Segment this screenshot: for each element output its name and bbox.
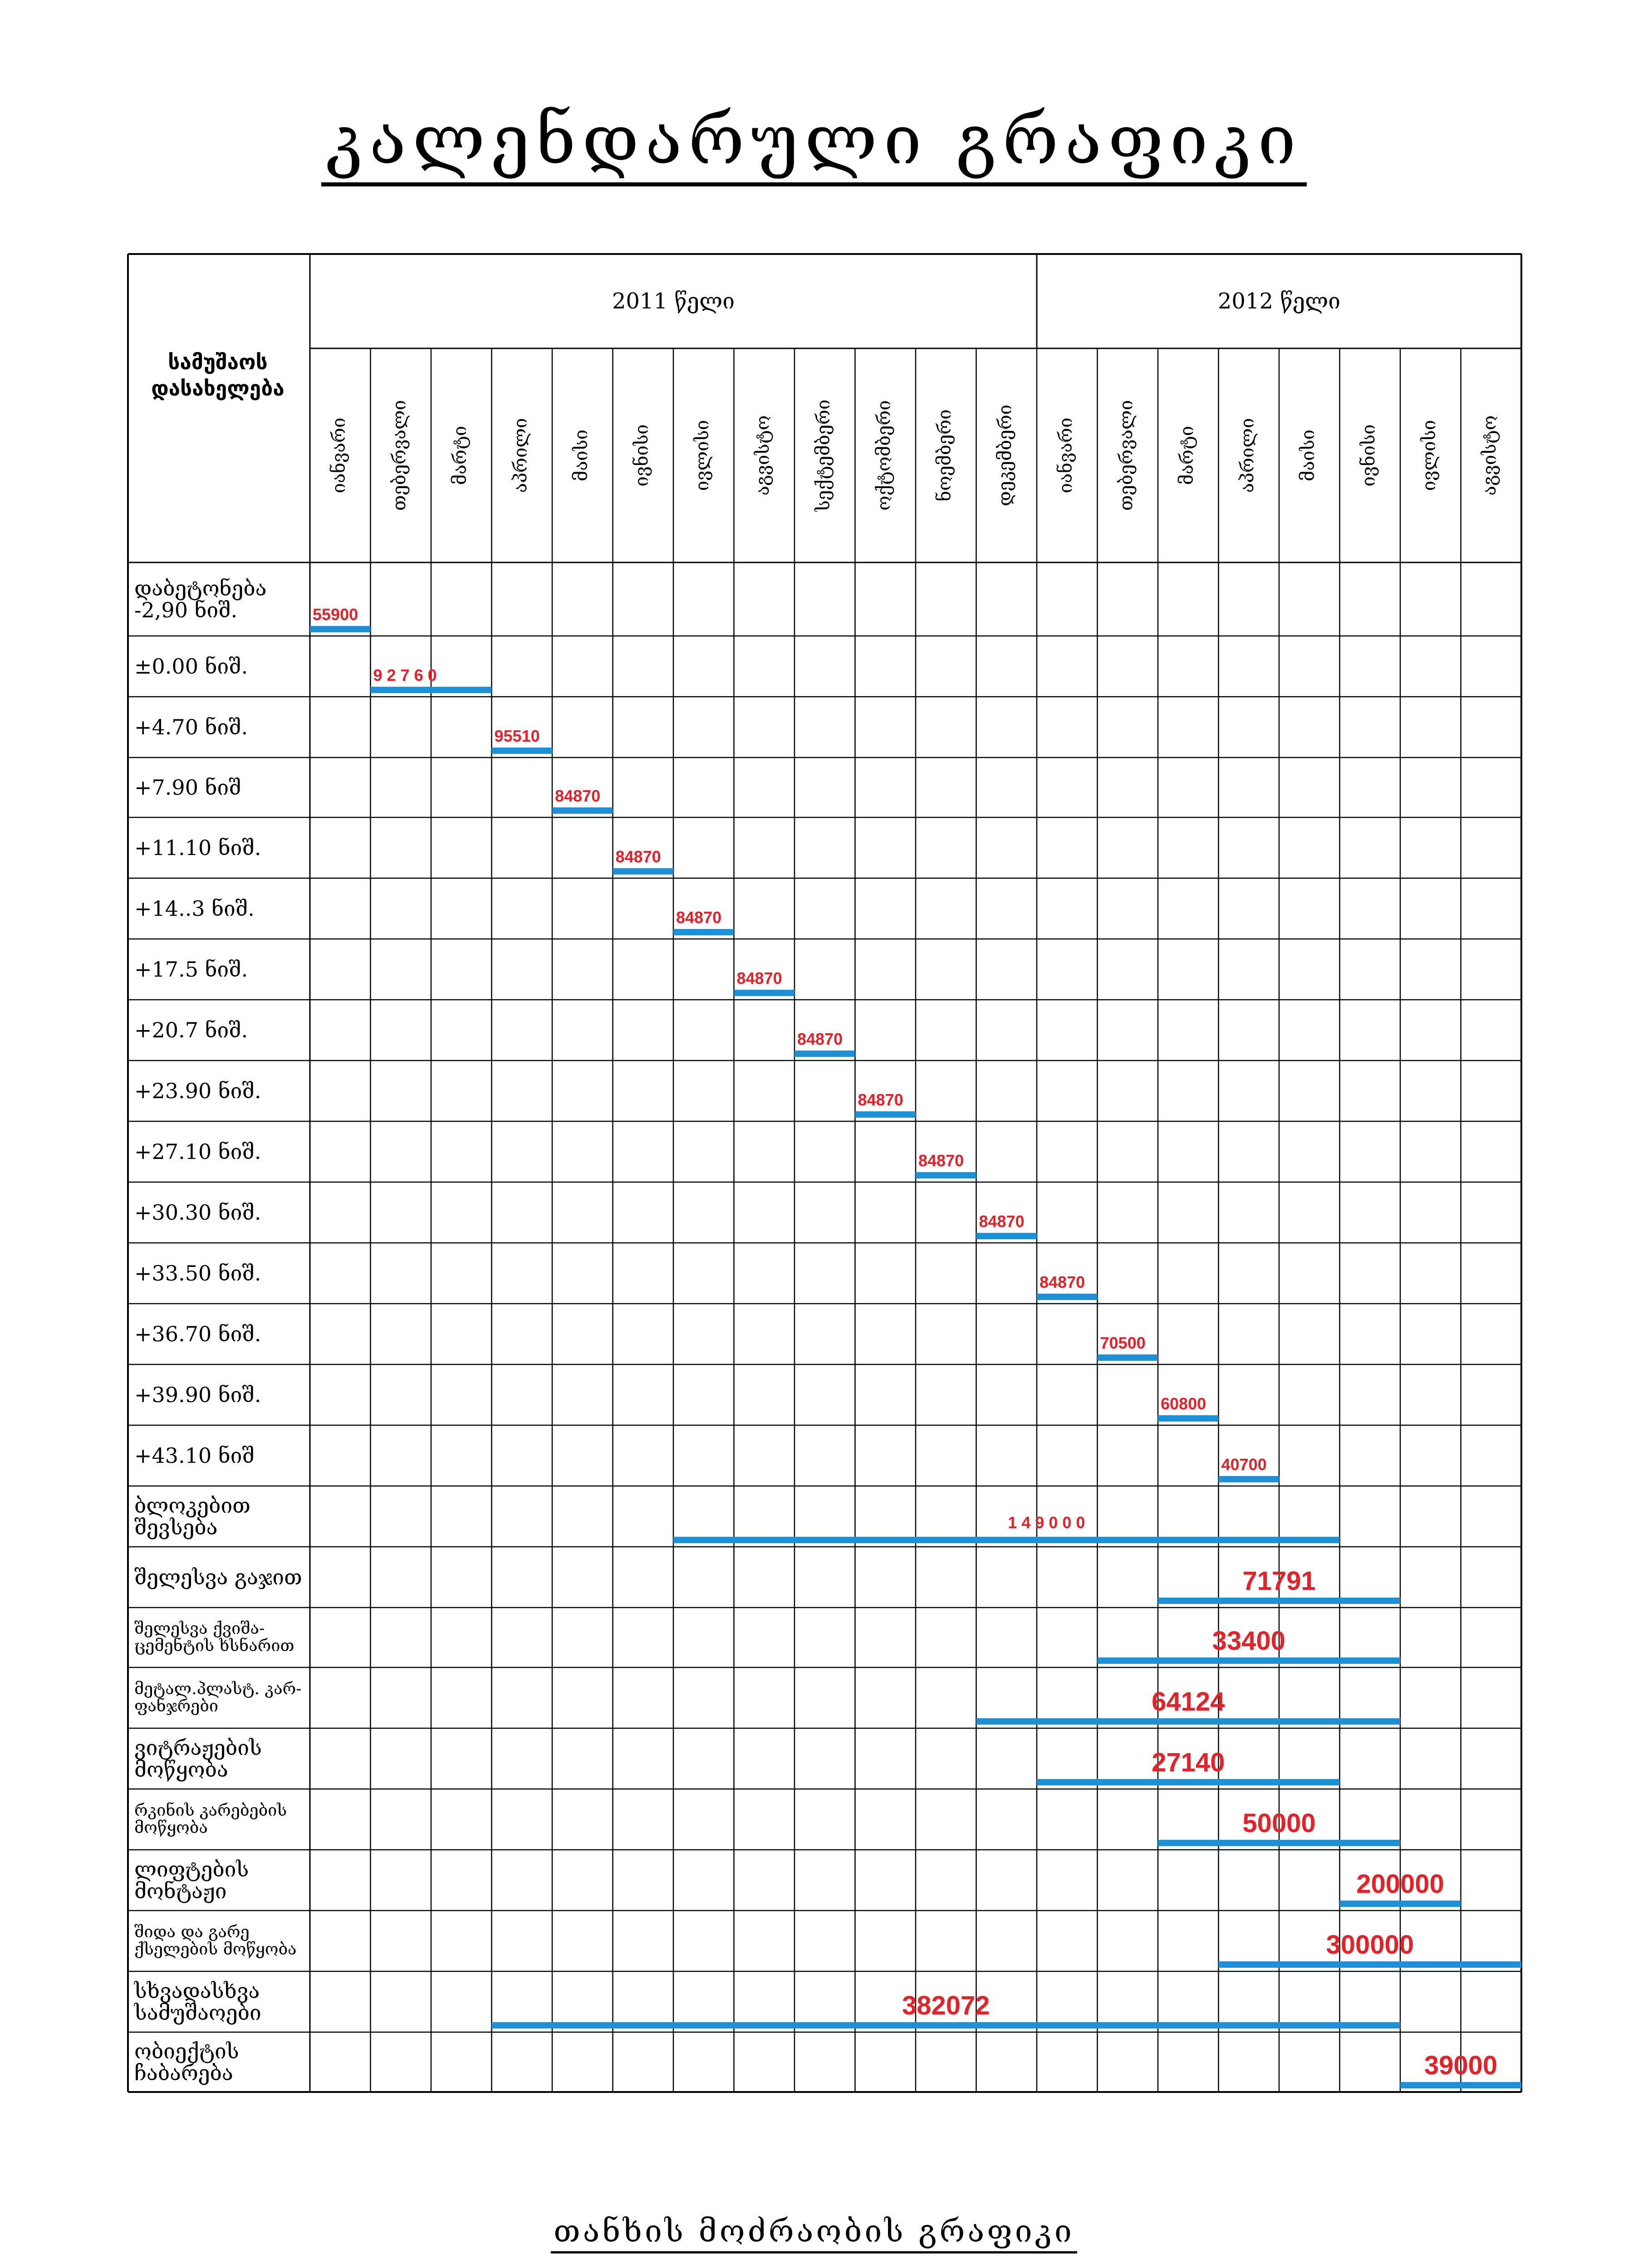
- task-name: +17.5 ნიშ.: [134, 957, 248, 982]
- task-name: რკინის კარებების მოწყობა: [134, 1801, 287, 1837]
- task-bar-label: 84870: [615, 847, 661, 866]
- month-header-17: მაისი: [1297, 429, 1319, 482]
- task-bar-label: 71791: [1242, 1566, 1316, 1596]
- year-header-2: 2012 წელი: [1217, 288, 1341, 314]
- task-name: +4.70 ნიშ.: [134, 714, 248, 739]
- task-bar-label: 84870: [736, 969, 782, 987]
- task-bar-label: 382072: [902, 1991, 990, 2020]
- month-header-3: მარტი: [449, 425, 471, 485]
- task-bar-label: 60800: [1161, 1394, 1206, 1413]
- task-name: +39.90 ნიშ.: [134, 1382, 261, 1407]
- page-title: კალენდარული გრაფიკი: [0, 101, 1628, 180]
- task-name: დაბეტონება -2,90 ნიშ.: [134, 576, 267, 622]
- month-header-14: თებერვალი: [1116, 400, 1137, 511]
- task-bar-label: 55900: [313, 605, 358, 624]
- month-header-10: ოქტომბერი: [873, 400, 895, 511]
- task-bar-label: 40700: [1221, 1455, 1267, 1474]
- task-name: +43.10 ნიშ: [134, 1443, 255, 1468]
- month-header-2: თებერვალი: [389, 400, 410, 511]
- task-name: +20.7 ნიშ.: [134, 1017, 248, 1042]
- month-header-7: ივლისი: [691, 420, 713, 491]
- task-name: ვიტრაჟების მოწყობა: [134, 1735, 262, 1782]
- task-bar-label: 84870: [797, 1030, 843, 1048]
- task-bar-label: 84870: [918, 1151, 964, 1170]
- month-header-9: სექტემბერი: [813, 399, 834, 512]
- month-header-5: მაისი: [570, 429, 592, 482]
- task-name: +30.30 ნიშ.: [134, 1200, 261, 1225]
- task-bar-label: 84870: [858, 1090, 903, 1109]
- month-header-16: აპრილი: [1237, 418, 1258, 493]
- task-name: +11.10 ნიშ.: [134, 835, 261, 860]
- task-name: ±0.00 ნიშ.: [134, 654, 248, 679]
- task-bar-label: 84870: [676, 908, 722, 927]
- month-header-8: აგვისტო: [752, 415, 774, 496]
- task-name: მეტალ.პლასტ. კარ-ფანჯრები: [134, 1680, 302, 1716]
- task-name: სხვადასხვა სამუშაოები: [134, 1978, 261, 2025]
- task-bar-label: 27140: [1152, 1748, 1225, 1777]
- task-name: +27.10 ნიშ.: [134, 1139, 261, 1164]
- month-header-13: იანვარი: [1055, 417, 1076, 494]
- task-bar-label: 84870: [555, 787, 601, 805]
- month-header-11: ნოემბერი: [934, 409, 955, 502]
- month-header-19: ივლისი: [1418, 420, 1440, 491]
- month-header-6: ივნისი: [631, 424, 652, 487]
- task-name: +7.90 ნიშ: [134, 775, 241, 800]
- task-name: +33.50 ნიშ.: [134, 1261, 261, 1286]
- month-header-12: დეკემბერი: [995, 404, 1016, 507]
- task-name: ბლოკებით შევსება: [134, 1493, 250, 1540]
- task-bar-label: 300000: [1326, 1930, 1414, 1960]
- task-name: შელესვა გაჯით: [134, 1564, 302, 1589]
- month-header-4: აპრილი: [510, 418, 531, 493]
- task-bar-label: 84870: [979, 1212, 1025, 1231]
- task-bar-label: 33400: [1212, 1626, 1285, 1656]
- task-name: +36.70 ნიშ.: [134, 1321, 261, 1346]
- task-bar-label: 200000: [1356, 1869, 1444, 1899]
- task-bar-label: 50000: [1242, 1809, 1316, 1838]
- task-name: ობიექტის ჩაბარება: [134, 2038, 239, 2085]
- month-header-20: აგვისტო: [1479, 415, 1501, 496]
- task-bar-label: 39000: [1424, 2051, 1498, 2080]
- task-name: +23.90 ნიშ.: [134, 1078, 261, 1103]
- task-bar-label: 84870: [1040, 1273, 1085, 1291]
- task-name: ლიფტების მონტაჟი: [134, 1857, 249, 1903]
- task-name: +14..3 ნიშ.: [134, 896, 255, 921]
- task-column-header: სამუშაოს დასახელება: [151, 350, 284, 401]
- month-header-1: იანვარი: [328, 417, 349, 494]
- task-bar-label: 95510: [494, 727, 540, 745]
- task-bar-label: 64124: [1152, 1687, 1225, 1716]
- task-bar-label: 1 4 9 0 0 0: [1008, 1513, 1085, 1532]
- month-header-18: ივნისი: [1358, 424, 1379, 487]
- task-bar-label: 9 2 7 6 0: [373, 666, 437, 684]
- cash-flow-title: თანხის მოძრაობის გრაფიკი: [0, 2214, 1628, 2249]
- task-name: შელესვა ქვიშა-ცემენტის ხსნარით: [134, 1619, 294, 1655]
- month-header-15: მარტი: [1176, 425, 1197, 485]
- task-name: შიდა და გარე ქსელების მოწყობა: [134, 1923, 297, 1959]
- task-bar-label: 70500: [1100, 1334, 1146, 1352]
- year-header-1: 2011 წელი: [612, 288, 735, 314]
